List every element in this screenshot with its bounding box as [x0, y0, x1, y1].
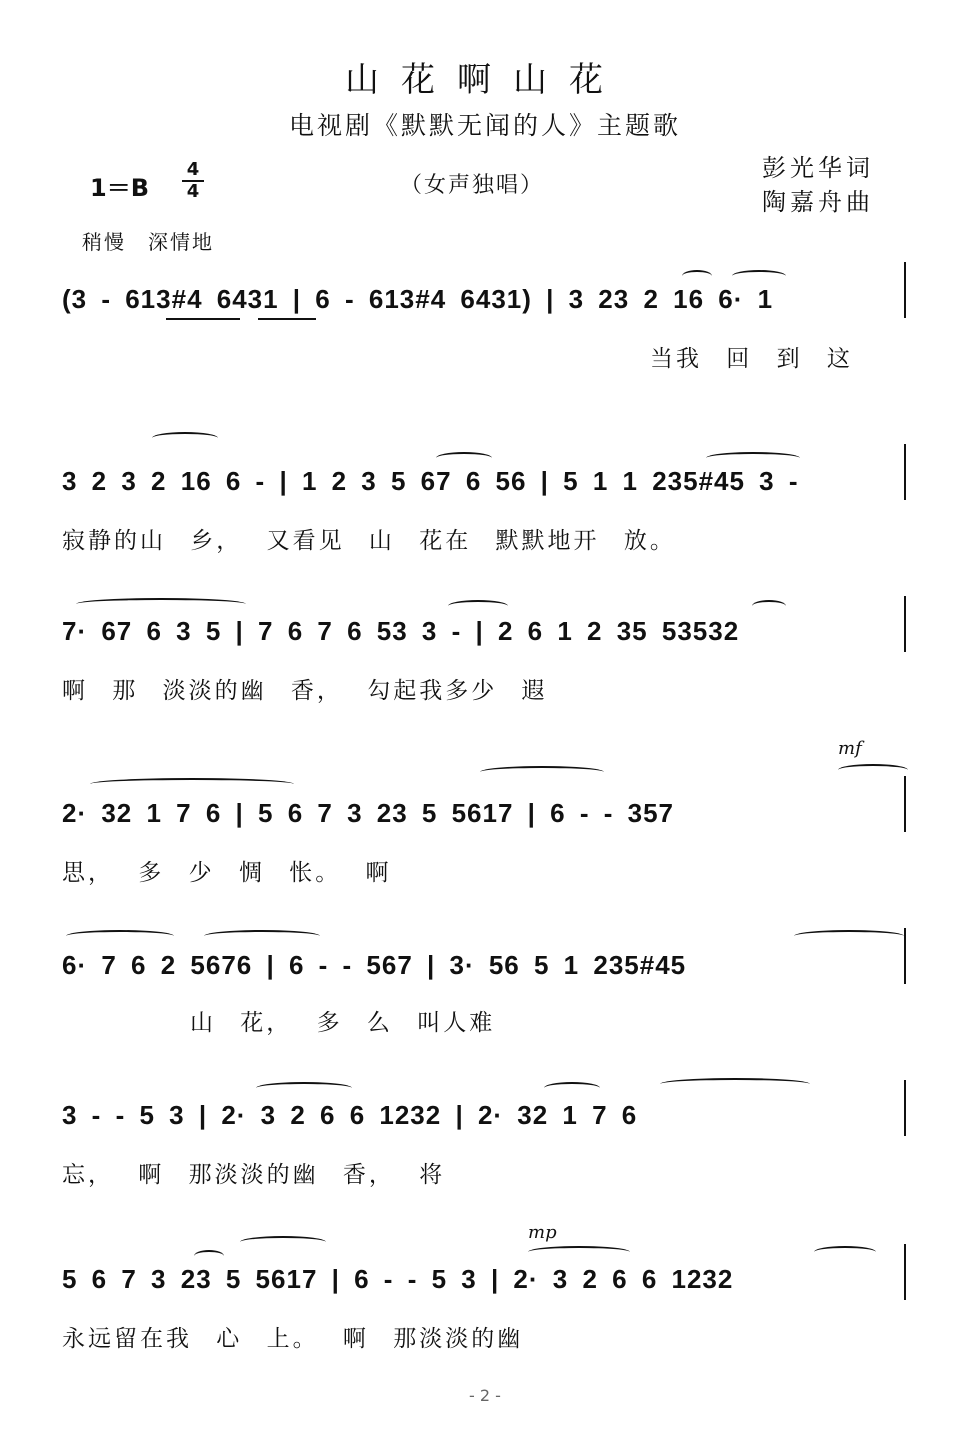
barline [904, 1080, 906, 1136]
lyrics-line-3: 啊 那 淡淡的幽 香， 勾起我多少 遐 [62, 678, 548, 704]
notation-line-3: 7· 67 6 3 5 | 7 6 7 6 53 3 - | 2 6 1 2 35 53532 [62, 616, 740, 646]
barline [904, 444, 906, 500]
time-signature-bottom: 4 [186, 181, 200, 202]
barline [904, 596, 906, 652]
slur [480, 766, 604, 778]
slur [76, 598, 246, 610]
time-signature [180, 160, 206, 202]
slur [732, 270, 786, 282]
voice-type: （女声独唱） [400, 173, 545, 198]
time-signature-top: 4 [186, 159, 200, 180]
notation-line-6: 3 - - 5 3 | 2· 3 2 6 6 1232 | 2· 32 1 7 6 [62, 1100, 638, 1130]
slur [528, 1246, 630, 1258]
slur [152, 432, 218, 444]
slur [752, 600, 786, 612]
slur [660, 1078, 810, 1090]
notation-line-4: 2· 32 1 7 6 | 5 6 7 3 23 5 5617 | 6 - - 357 [62, 798, 674, 828]
slur [448, 600, 508, 612]
dynamic-mp: mp [528, 1222, 557, 1243]
lyrics-line-4: 思， 多 少 惆 怅。 啊 [62, 860, 392, 886]
lyricist-credit: 彭光华词 [762, 154, 874, 182]
slur [436, 452, 492, 464]
notation-line-2: 3 2 3 2 16 6 - | 1 2 3 5 67 6 56 | 5 1 1 235#45 3 - [62, 466, 799, 496]
lyrics-line-6: 忘， 啊 那淡淡的幽 香， 将 [62, 1162, 446, 1188]
slur [544, 1082, 600, 1094]
barline [904, 1244, 906, 1300]
beam-underline [258, 318, 316, 320]
tempo-marking: 稍慢 深情地 [82, 230, 214, 254]
lyrics-line-1: 当我 回 到 这 [650, 346, 853, 372]
lyrics-line-5: 山 花， 多 么 叫人难 [190, 1010, 496, 1036]
slur [90, 778, 294, 790]
key-signature: 1＝B [90, 174, 149, 202]
slur [194, 1250, 224, 1262]
slur [204, 930, 320, 942]
slur [838, 764, 908, 776]
barline [904, 776, 906, 832]
slur [240, 1236, 326, 1248]
barline [904, 928, 906, 984]
beam-underline [166, 318, 240, 320]
lyrics-line-2: 寂静的山 乡， 又看见 山 花在 默默地开 放。 [62, 528, 676, 554]
page-number: - 2 - [469, 1386, 501, 1405]
notation-line-7: 5 6 7 3 23 5 5617 | 6 - - 5 3 | 2· 3 2 6 6 1232 [62, 1264, 734, 1294]
slur [794, 930, 904, 942]
song-subtitle: 电视剧《默默无闻的人》主题歌 [288, 111, 681, 140]
notation-line-5: 6· 7 6 2 5676 | 6 - - 567 | 3· 56 5 1 235#45 [62, 950, 687, 980]
slur [814, 1246, 876, 1258]
notation-line-1: (3 - 613#4 6431 | 6 - 613#4 6431) | 3 23 2 16 6· 1 [62, 284, 774, 314]
composer-credit: 陶嘉舟曲 [762, 188, 874, 216]
slur [682, 270, 712, 282]
barline [904, 262, 906, 318]
song-title: 山花啊山花 [345, 60, 625, 100]
slur [66, 930, 174, 942]
lyrics-line-7: 永远留在我 心 上。 啊 那淡淡的幽 [62, 1326, 524, 1352]
dynamic-mf: mf [838, 738, 862, 759]
slur [256, 1082, 352, 1094]
slur [706, 452, 800, 464]
